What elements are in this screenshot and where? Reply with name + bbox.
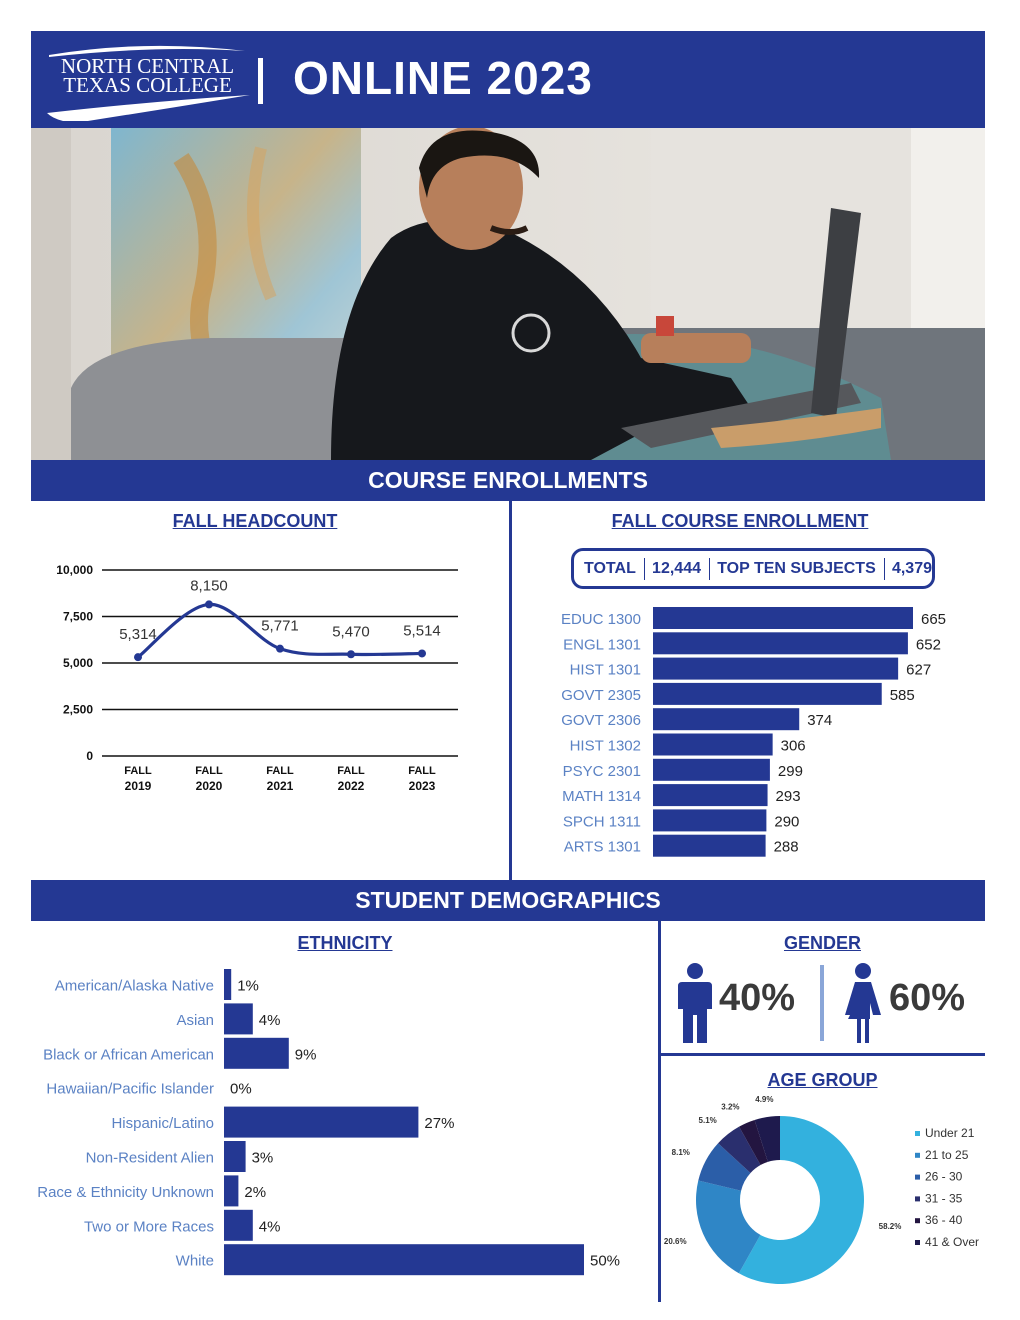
- enrollment-bar: [653, 683, 882, 705]
- ethnicity-bar: [224, 1210, 253, 1241]
- total-value: 12,444: [652, 559, 701, 577]
- enrollment-bar: [653, 708, 799, 730]
- enrollment-column-divider: [509, 501, 512, 880]
- headcount-xtick-label: FALL: [266, 765, 294, 777]
- enrollment-category-label: ENGL 1301: [563, 636, 641, 654]
- ethnicity-category-label: Two or More Races: [83, 1218, 214, 1236]
- header-divider: [258, 58, 263, 104]
- enrollment-value-label: 293: [775, 788, 801, 806]
- student-demographics-banner: STUDENT DEMOGRAPHICS: [31, 880, 985, 921]
- enrollment-category-label: HIST 1301: [569, 661, 641, 679]
- male-icon: [677, 963, 713, 1043]
- course-enrollment-chart: [530, 600, 970, 865]
- headcount-title: FALL HEADCOUNT: [172, 511, 338, 531]
- ethnicity-bar: [224, 1107, 418, 1138]
- headcount-ytick-label: 2,500: [62, 702, 93, 717]
- gender-age-divider: [660, 1053, 985, 1056]
- headcount-point: [276, 645, 284, 653]
- age-legend-label: 36 - 40: [925, 1213, 963, 1228]
- enrollment-value-label: 585: [889, 686, 915, 704]
- enrollment-value-label: 288: [773, 838, 799, 856]
- ethnicity-category-label: American/Alaska Native: [54, 977, 214, 995]
- age-group-title: AGE GROUP: [767, 1070, 878, 1090]
- male-percentage: 40%: [719, 977, 796, 1019]
- hero-photo-illustration: [31, 128, 985, 460]
- enrollment-category-label: PSYC 2301: [562, 762, 641, 780]
- logo-line-1: NORTH CENTRAL: [60, 54, 235, 78]
- enrollment-category-label: MATH 1314: [562, 788, 641, 806]
- enrollment-bar: [653, 734, 773, 756]
- female-percentage: 60%: [889, 977, 966, 1019]
- ethnicity-bar: [224, 1175, 238, 1206]
- age-legend-swatch: [915, 1153, 920, 1158]
- hero-photo: [31, 128, 985, 460]
- course-enrollment-title: FALL COURSE ENROLLMENT: [611, 511, 869, 531]
- ethnicity-bar: [224, 1003, 253, 1034]
- college-logo: [45, 43, 250, 121]
- enrollment-category-label: HIST 1302: [569, 737, 641, 755]
- headcount-point: [347, 650, 355, 658]
- ethnicity-value-label: 4%: [258, 1011, 281, 1029]
- ethnicity-category-label: White: [175, 1252, 214, 1270]
- ethnicity-value-label: 0%: [230, 1080, 252, 1098]
- enrollment-bar: [653, 809, 766, 831]
- enrollment-category-label: EDUC 1300: [560, 611, 641, 628]
- ethnicity-category-label: Non-Resident Alien: [85, 1149, 214, 1167]
- ethnicity-bar: [224, 1141, 246, 1172]
- enrollment-totals-box: [571, 548, 935, 589]
- age-legend-swatch: [915, 1218, 920, 1223]
- age-slice-label: 5.1%: [698, 1115, 717, 1125]
- gender-block: [665, 955, 983, 1053]
- enrollment-value-label: 290: [774, 813, 800, 831]
- age-legend-label: Under 21: [925, 1126, 975, 1140]
- age-slice-label: 4.9%: [755, 1095, 774, 1105]
- headcount-xtick-label: 2022: [337, 779, 365, 793]
- ethnicity-title: ETHNICITY: [297, 933, 393, 953]
- headcount-value-label: 5,314: [119, 626, 157, 644]
- age-legend-label: 41 & Over: [925, 1235, 980, 1249]
- total-label: TOTAL: [584, 559, 636, 577]
- headcount-xtick-label: 2023: [408, 779, 436, 793]
- headcount-ytick-label: 7,500: [62, 609, 93, 624]
- headcount-point: [205, 600, 213, 608]
- age-legend-label: 31 - 35: [925, 1191, 963, 1206]
- headcount-ytick-label: 5,000: [62, 656, 93, 670]
- enrollment-value-label: 665: [921, 611, 947, 628]
- headcount-xtick-label: 2021: [266, 779, 294, 793]
- enrollment-bar: [653, 835, 766, 857]
- top-subjects-label: TOP TEN SUBJECTS: [717, 559, 876, 577]
- ethnicity-value-label: 3%: [251, 1149, 274, 1167]
- age-slice-label: 58.2%: [878, 1221, 902, 1231]
- ethnicity-category-label: Asian: [176, 1011, 214, 1029]
- demographics-column-divider: [658, 921, 661, 1302]
- headcount-point: [134, 653, 142, 661]
- headcount-xtick-label: FALL: [337, 765, 365, 777]
- headcount-value-label: 5,470: [332, 623, 370, 641]
- age-legend-swatch: [915, 1240, 920, 1245]
- ethnicity-value-label: 1%: [237, 977, 259, 995]
- header-banner: [31, 31, 985, 128]
- age-legend-swatch: [915, 1175, 920, 1180]
- ethnicity-category-label: Race & Ethnicity Unknown: [37, 1183, 214, 1201]
- age-legend-label: 26 - 30: [925, 1169, 963, 1184]
- enrollment-category-label: GOVT 2305: [561, 686, 641, 704]
- enrollment-bar: [653, 784, 768, 806]
- age-legend-swatch: [915, 1131, 920, 1136]
- headcount-value-label: 5,771: [261, 617, 299, 635]
- ethnicity-bar: [224, 1244, 584, 1275]
- ethnicity-chart: [20, 960, 650, 1290]
- age-legend-swatch: [915, 1196, 920, 1201]
- enrollment-bar: [653, 607, 913, 629]
- enrollment-value-label: 306: [780, 737, 806, 755]
- headcount-value-label: 8,150: [190, 577, 228, 595]
- headcount-xtick-label: FALL: [408, 765, 436, 777]
- ethnicity-bar: [224, 969, 231, 1000]
- top-subjects-value: 4,379: [891, 559, 932, 577]
- headcount-ytick-label: 0: [86, 749, 93, 763]
- logo-line-2: TEXAS COLLEGE: [63, 73, 232, 97]
- enrollment-value-label: 652: [915, 636, 941, 654]
- age-slice-label: 3.2%: [721, 1102, 740, 1112]
- age-slice-label: 20.6%: [663, 1236, 687, 1246]
- ethnicity-value-label: 9%: [294, 1046, 317, 1064]
- female-icon: [843, 963, 883, 1043]
- enrollment-category-label: GOVT 2306: [561, 712, 641, 730]
- enrollment-bar: [653, 759, 770, 781]
- enrollment-category-label: ARTS 1301: [563, 838, 641, 856]
- enrollment-category-label: SPCH 1311: [562, 813, 641, 831]
- age-group-chart: [662, 1095, 992, 1295]
- enrollment-value-label: 299: [777, 762, 803, 780]
- headcount-value-label: 5,514: [403, 622, 441, 640]
- age-slice-label: 8.1%: [671, 1148, 690, 1158]
- headcount-ytick-label: 10,000: [56, 563, 93, 577]
- headcount-point: [418, 649, 426, 657]
- gender-title: GENDER: [783, 933, 861, 953]
- ethnicity-value-label: 4%: [258, 1218, 281, 1236]
- ethnicity-category-label: Hispanic/Latino: [111, 1115, 214, 1133]
- gender-divider: [820, 965, 824, 1041]
- enrollment-value-label: 374: [807, 712, 833, 730]
- headcount-xtick-label: 2020: [195, 779, 223, 793]
- ethnicity-category-label: Hawaiian/Pacific Islander: [46, 1080, 214, 1098]
- headcount-chart: [40, 550, 480, 810]
- course-enrollments-banner: COURSE ENROLLMENTS: [31, 460, 985, 501]
- ethnicity-value-label: 50%: [590, 1252, 621, 1270]
- ethnicity-value-label: 27%: [424, 1115, 455, 1133]
- enrollment-bar: [653, 632, 908, 654]
- headcount-xtick-label: 2019: [124, 779, 152, 793]
- enrollment-bar: [653, 658, 898, 680]
- ethnicity-value-label: 2%: [244, 1183, 267, 1201]
- headcount-xtick-label: FALL: [195, 765, 223, 777]
- headcount-xtick-label: FALL: [124, 765, 152, 777]
- ethnicity-category-label: Black or African American: [43, 1046, 214, 1064]
- age-legend-label: 21 to 25: [925, 1147, 969, 1162]
- ethnicity-bar: [224, 1038, 289, 1069]
- page-title: ONLINE 2023: [293, 52, 593, 104]
- enrollment-value-label: 627: [906, 661, 932, 679]
